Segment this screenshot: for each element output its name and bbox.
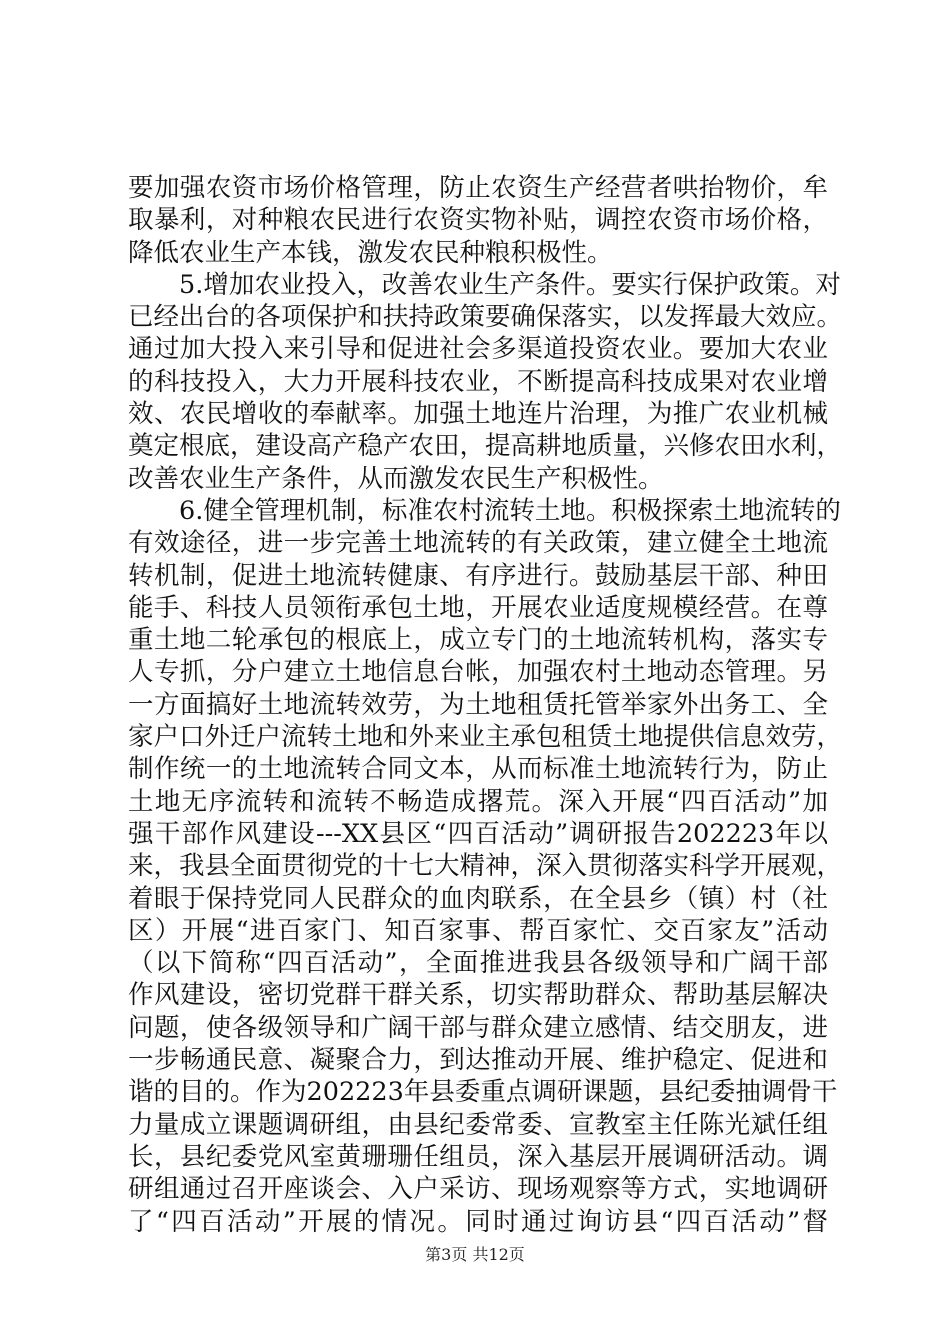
text-line: 研组通过召开座谈会、入户采访、现场观察等方式，实地调研 (128, 1174, 828, 1205)
text-line: 强干部作风建设---XX县区“四百活动”调研报告202223年以 (128, 818, 828, 849)
text-line: （以下简称“四百活动”，全面推进我县各级领导和广阔干部 (128, 948, 828, 979)
text-line: 着眼于保持党同人民群众的血肉联系，在全县乡（镇）村（社 (128, 883, 828, 914)
text-line: 效、农民增收的奉献率。加强土地连片治理，为推广农业机械 (128, 399, 828, 430)
text-line: 土地无序流转和流转不畅造成撂荒。深入开展“四百活动”加 (128, 786, 828, 817)
text-line: 已经出台的各项保护和扶持政策要确保落实，以发挥最大效应。 (128, 302, 843, 333)
text-line: 重土地二轮承包的根底上，成立专门的土地流转机构，落实专 (128, 625, 828, 656)
text-line: 问题，使各级领导和广阔干部与群众建立感情、结交朋友，进 (128, 1012, 828, 1043)
text-line: 家户口外迁户流转土地和外来业主承包租赁土地提供信息效劳， (128, 722, 843, 753)
text-line: 有效途径，进一步完善土地流转的有关政策，建立健全土地流 (128, 528, 828, 559)
text-line: 6.健全管理机制，标准农村流转土地。积极探索土地流转的 (128, 495, 841, 526)
text-line: 转机制，促进土地流转健康、有序进行。鼓励基层干部、种田 (128, 560, 828, 591)
text-line: 降低农业生产本钱，激发农民种粮积极性。 (128, 237, 613, 268)
text-line: 5.增加农业投入，改善农业生产条件。要实行保护政策。对 (128, 269, 841, 300)
page-number-footer: 第3页 共12页 (425, 1245, 525, 1264)
text-line: 取暴利，对种粮农民进行农资实物补贴，调控农资市场价格， (128, 205, 828, 236)
text-line: 奠定根底，建设高产稳产农田，提高耕地质量，兴修农田水利， (128, 431, 843, 462)
text-line: 改善农业生产条件，从而激发农民生产积极性。 (128, 463, 664, 494)
text-line: 一步畅通民意、凝聚合力，到达推动开展、维护稳定、促进和 (128, 1045, 828, 1076)
text-line: 来，我县全面贯彻党的十七大精神，深入贯彻落实科学开展观， (128, 851, 843, 882)
text-line: 谐的目的。作为202223年县委重点调研课题，县纪委抽调骨干 (128, 1077, 838, 1108)
text-line: 区）开展“进百家门、知百家事、帮百家忙、交百家友”活动 (128, 915, 828, 946)
text-line: 要加强农资市场价格管理，防止农资生产经营者哄抬物价，牟 (128, 173, 828, 203)
text-line: 了“四百活动”开展的情况。同时通过询访县“四百活动”督 (128, 1206, 828, 1237)
text-line: 人专抓，分户建立土地信息台帐，加强农村土地动态管理。另 (128, 657, 828, 688)
text-line: 作风建设，密切党群干群关系，切实帮助群众、帮助基层解决 (128, 980, 828, 1011)
text-line: 长，县纪委党风室黄珊珊任组员，深入基层开展调研活动。调 (128, 1141, 828, 1172)
text-line: 一方面搞好土地流转效劳，为土地租赁托管举家外出务工、全 (128, 689, 828, 720)
document-body (128, 172, 843, 1238)
text-line: 制作统一的土地流转合同文本，从而标准土地流转行为，防止 (128, 754, 828, 785)
text-line: 通过加大投入来引导和促进社会多渠道投资农业。要加大农业 (128, 334, 828, 365)
text-line: 力量成立课题调研组，由县纪委常委、宣教室主任陈光斌任组 (128, 1109, 828, 1140)
text-line: 的科技投入，大力开展科技农业，不断提高科技成果对农业增 (128, 366, 828, 397)
text-line: 能手、科技人员领衔承包土地，开展农业适度规模经营。在尊 (128, 592, 828, 623)
